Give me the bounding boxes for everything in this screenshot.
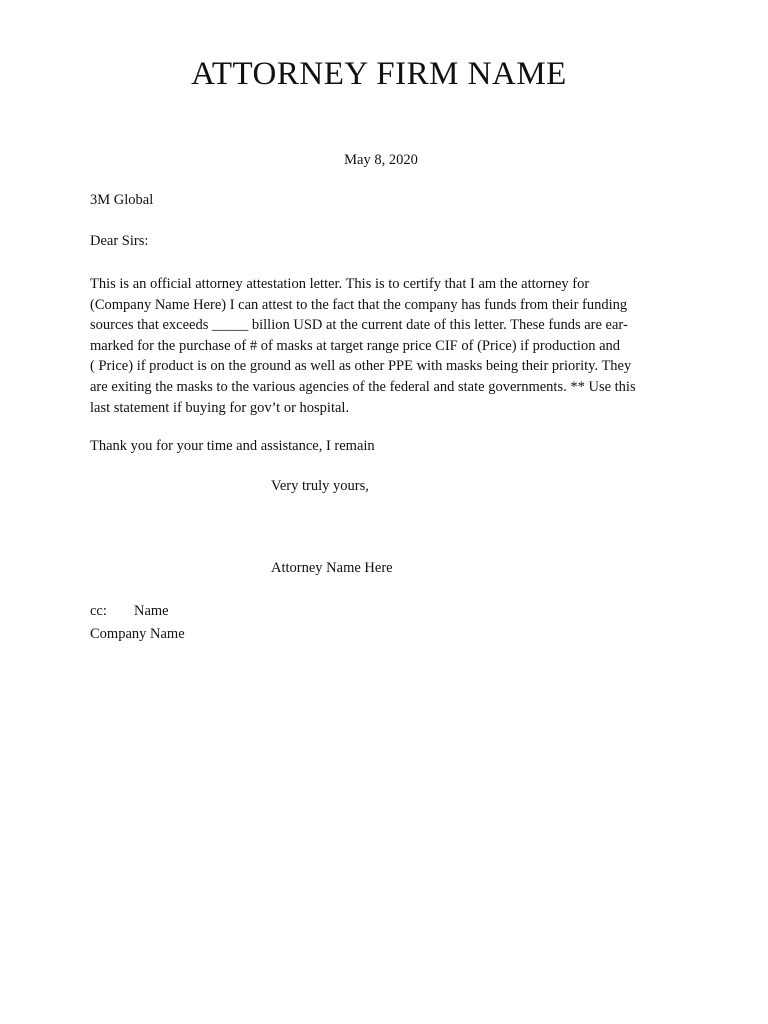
thanks-line: Thank you for your time and assistance, I remain (90, 438, 375, 454)
body-line: ( Price) if product is on the ground as well as other PPE with masks being their priority. They (90, 358, 632, 375)
body-line: marked for the purchase of # of masks at target range price CIF of (Price) if production and (90, 337, 621, 354)
letter-body-paragraph (90, 274, 670, 418)
letter-date: May 8, 2020 (344, 152, 418, 168)
cc-label: cc: (90, 603, 107, 619)
firm-name-heading: ATTORNEY FIRM NAME (191, 56, 567, 92)
cc-line (90, 603, 169, 620)
recipient-name: 3M Global (90, 192, 154, 208)
salutation: Dear Sirs: (90, 233, 149, 249)
cc-company: Company Name (90, 626, 185, 642)
signature-name: Attorney Name Here (271, 560, 393, 576)
body-line: This is an official attorney attestation letter. This is to certify that I am the attorney for (90, 276, 590, 292)
body-line: (Company Name Here) I can attest to the fact that the company has funds from their funding (90, 296, 628, 313)
body-line: are exiting the masks to the various agencies of the federal and state governments. ** Use this (90, 378, 636, 395)
cc-name: Name (134, 603, 169, 619)
body-line: last statement if buying for gov’t or hospital. (90, 399, 350, 416)
closing-line: Very truly yours, (271, 478, 369, 494)
body-line: sources that exceeds _____ billion USD at the current date of this letter. These funds are ear- (90, 317, 628, 334)
